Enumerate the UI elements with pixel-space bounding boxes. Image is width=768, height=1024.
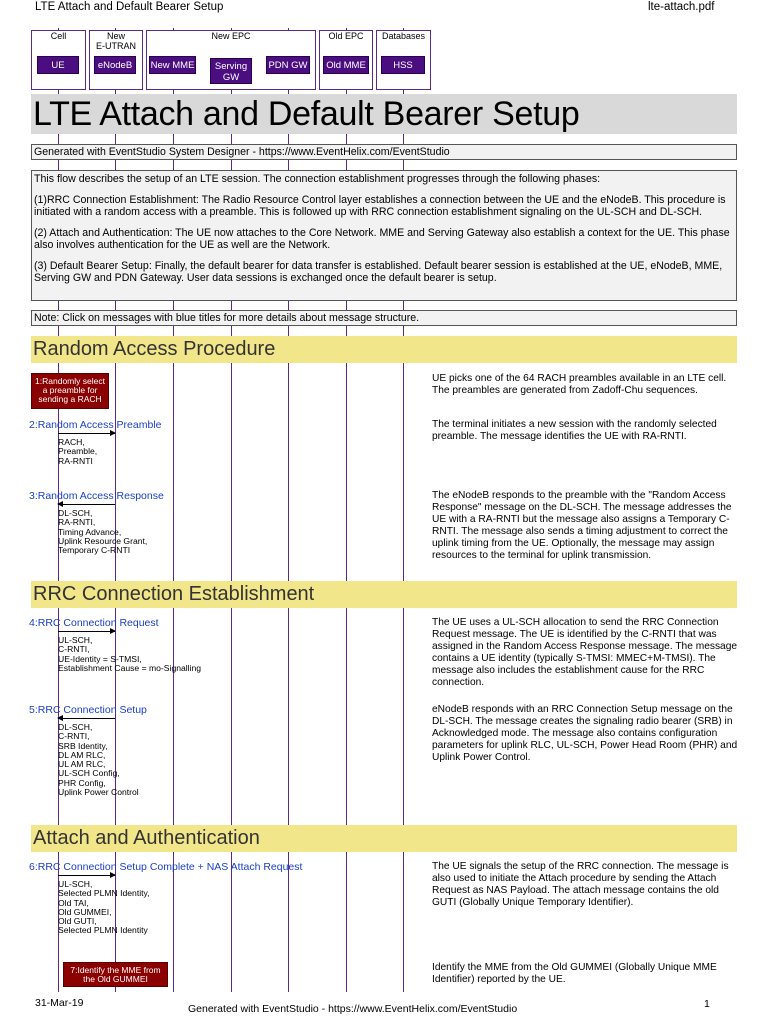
generated-text: Generated with EventStudio System Designer - https://www.EventHelix.com/EventStudio bbox=[34, 146, 450, 158]
param: Old TAI, bbox=[58, 897, 89, 908]
actor-old-mme: Old MME bbox=[323, 56, 369, 74]
param: Old GUTI, bbox=[58, 916, 97, 927]
group-title: Cell bbox=[50, 31, 67, 41]
actor-ue: UE bbox=[37, 56, 79, 74]
step-7-description: Identify the MME from the Old GUMMEI (Globally Unique MME Identifier) reported by the UE. bbox=[432, 962, 717, 985]
actor-enodeb: eNodeB bbox=[94, 56, 136, 74]
message-6-arrow bbox=[58, 875, 115, 876]
footer-page-number: 1 bbox=[704, 998, 710, 1010]
running-header-filename: lte-attach.pdf bbox=[648, 1, 715, 13]
message-3-title[interactable]: 3:Random Access Response bbox=[29, 490, 164, 502]
param: RACH, bbox=[58, 437, 85, 447]
intro-box bbox=[31, 170, 737, 301]
message-5-params bbox=[58, 723, 139, 797]
message-6-title[interactable]: 6:RRC Connection Setup Complete + NAS Attach Request bbox=[29, 861, 303, 873]
param: UL AM RLC, bbox=[58, 759, 106, 770]
param: UL-SCH, bbox=[58, 635, 93, 645]
message-5-arrow bbox=[58, 718, 115, 719]
action-7-box: 7:Identify the MME from the Old GUMMEI bbox=[63, 962, 168, 987]
param: DL AM RLC, bbox=[58, 749, 106, 760]
running-header-title: LTE Attach and Default Bearer Setup bbox=[35, 1, 224, 13]
param: Preamble, bbox=[58, 446, 98, 457]
param: PHR Config, bbox=[58, 777, 106, 788]
param: UL-SCH Config, bbox=[58, 768, 120, 779]
intro-paragraph: (2) Attach and Authentication: The UE now attaches to the Core Network. MME and Serving Gateway also establish a context for the UE. This phase also involves authentication for the UE as well are the Network. bbox=[34, 227, 730, 251]
param: Uplink Power Control bbox=[58, 787, 139, 798]
actor-label: Serving GW bbox=[214, 61, 248, 83]
step-3-description: The eNodeB responds to the preamble with the "Random Access Response" message on the DL-SCH. The message addresses the UE with a RA-RNTI but the message also assigns a Temporary C-RNTI. The message also sends a timing adjustment to correct the uplink timing from the UE. Optionally, the message may assign resources to the terminal for uplink transmission. bbox=[432, 490, 732, 561]
group-title: Databases bbox=[381, 31, 426, 41]
intro-paragraph: (3) Default Bearer Setup: Finally, the default bearer for data transfer is established. Default bearer session is established at the UE, eNodeB, MME, Serving GW and PDN Gateway. User data sessions is exchanged once the default bearer is setup. bbox=[34, 260, 723, 284]
param: C-RNTI, bbox=[58, 731, 90, 742]
message-2-params bbox=[58, 438, 97, 466]
param: Selected PLMN Identity bbox=[58, 925, 148, 936]
param: Temporary C-RNTI bbox=[58, 545, 131, 556]
actor-serving-gw bbox=[210, 58, 252, 84]
param: C-RNTI, bbox=[58, 644, 90, 655]
message-4-params bbox=[58, 636, 201, 673]
step-4-description: The UE uses a UL-SCH allocation to send the RRC Connection Request message. The UE is identified by the C-RNTI that was assigned in the Random Access Response message. The message contains a UE identity (typically S-TMSI: MMEC+M-TMSI). The message also includes the establishment cause for the RRC connection. bbox=[432, 617, 738, 688]
param: UE-Identity = S-TMSI, bbox=[58, 653, 142, 664]
group-title: Old EPC bbox=[328, 31, 364, 41]
message-5-title[interactable]: 5:RRC Connection Setup bbox=[29, 704, 147, 716]
message-2-title[interactable]: 2:Random Access Preamble bbox=[29, 419, 162, 431]
note-text: Note: Click on messages with blue titles for more details about message structure. bbox=[34, 312, 420, 324]
footer-generated: Generated with EventStudio - https://www.EventHelix.com/EventStudio bbox=[188, 1003, 518, 1015]
param: UL-SCH, bbox=[58, 879, 93, 889]
param: Old GUMMEI, bbox=[58, 906, 112, 917]
page-title: LTE Attach and Default Bearer Setup bbox=[31, 94, 737, 134]
intro-paragraph: This flow describes the setup of an LTE session. The connection establishment progresses through the following phases: bbox=[34, 173, 601, 185]
step-5-description: eNodeB responds with an RRC Connection Setup message on the DL-SCH. The message creates the signaling radio bearer (SRB) in Acknowledged mode. The message also contains configuration parameters for uplink RLC, UL-SCH, Power Head Room (PHR) and Uplink Power Control. bbox=[432, 704, 738, 763]
message-4-arrow bbox=[58, 631, 115, 632]
step-6-description: The UE signals the setup of the RRC connection. The message is also used to initiate the Attach procedure by sending the Attach Request as NAS Payload. The attach message contains the old GUTI (Globally Unique Temporary Identifier). bbox=[432, 861, 729, 908]
actor-new-mme: New MME bbox=[149, 56, 196, 74]
step-1-description: UE picks one of the 64 RACH preambles available in an LTE cell. The preambles are generated from Zadoff-Chu sequences. bbox=[432, 373, 727, 396]
message-3-params bbox=[58, 509, 147, 555]
param: DL-SCH, bbox=[58, 508, 93, 518]
section-attach-auth: Attach and Authentication bbox=[31, 825, 737, 852]
intro-paragraph: (1)RRC Connection Establishment: The Radio Resource Control layer establishes a connection between the UE and the eNodeB. This procedure is initiated with a random access with a preamble. This is followed up with RRC connection establishment signaling on the UL-SCH and DL-SCH. bbox=[34, 194, 726, 218]
message-4-title[interactable]: 4:RRC Connection Request bbox=[29, 617, 159, 629]
group-title: New E-UTRAN bbox=[96, 31, 136, 51]
message-2-arrow bbox=[58, 433, 115, 434]
param: Uplink Resource Grant, bbox=[58, 535, 148, 546]
param: Timing Advance, bbox=[58, 526, 122, 537]
param: DL-SCH, bbox=[58, 722, 93, 732]
section-random-access: Random Access Procedure bbox=[31, 336, 737, 363]
action-1-box: 1:Randomly select a preamble for sending a RACH bbox=[31, 373, 109, 409]
note-box bbox=[31, 310, 737, 326]
actor-hss: HSS bbox=[381, 56, 425, 74]
param: RA-RNTI bbox=[58, 455, 93, 466]
actor-pdn-gw: PDN GW bbox=[266, 56, 310, 74]
generated-banner bbox=[31, 144, 737, 160]
footer-date: 31-Mar-19 bbox=[35, 997, 84, 1009]
param: Establishment Cause = mo-Signalling bbox=[58, 662, 202, 673]
group-title: New EPC bbox=[211, 31, 251, 41]
param: Selected PLMN Identity, bbox=[58, 888, 150, 899]
message-6-params bbox=[58, 880, 150, 936]
param: RA-RNTI, bbox=[58, 517, 96, 528]
step-2-description: The terminal initiates a new session with the randomly selected preamble. The message identifies the UE with RA-RNTI. bbox=[432, 419, 717, 442]
message-3-arrow bbox=[58, 504, 115, 505]
section-rrc-connection: RRC Connection Establishment bbox=[31, 581, 737, 608]
param: SRB Identity, bbox=[58, 740, 108, 751]
